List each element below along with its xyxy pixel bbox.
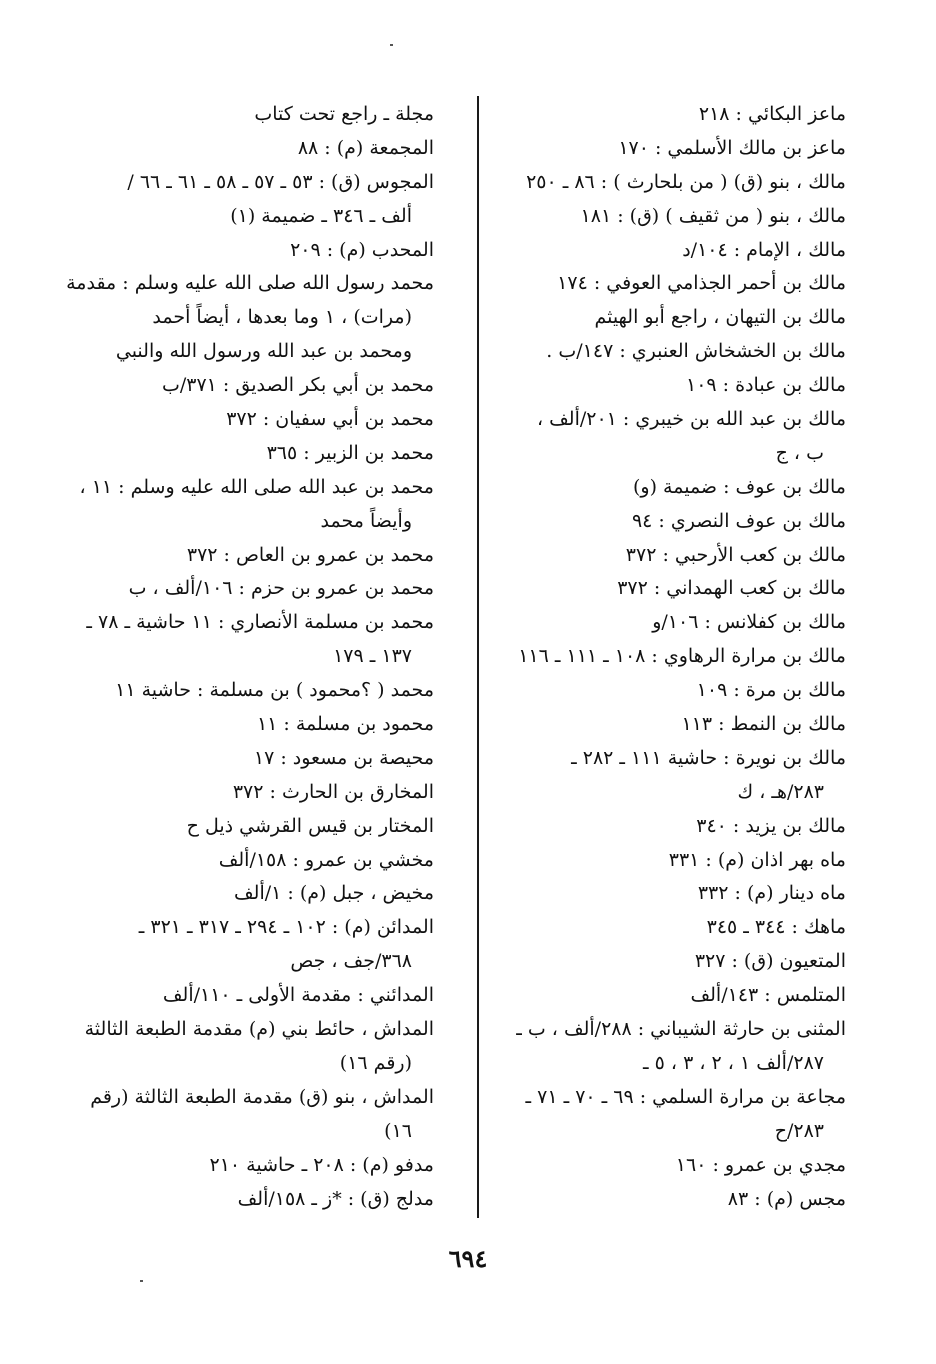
index-entry: ماعز بن مالك الأسلمي : ١٧٠: [618, 136, 846, 159]
index-entry: محمد بن عمرو بن حزم : ١٠٦/ألف ، ب: [128, 577, 434, 600]
index-entry-continuation: (مرات) ، ١ وما بعدها ، أيضاً أحمد: [152, 306, 412, 329]
index-entry: مجدي بن عمرو : ١٦٠: [675, 1153, 846, 1176]
index-entry: مالك ، بنو ( من ثقيف ) (ق) : ١٨١: [580, 204, 846, 227]
index-entry: مالك بن كعب الهمداني : ٣٧٢: [617, 577, 846, 600]
index-entry: المثنى بن حارثة الشيباني : ٢٨٨/ألف ، ب ـ: [516, 1018, 846, 1041]
index-entry: مالك بن يزيد : ٣٤٠: [696, 814, 846, 837]
index-entry: مخشي بن عمرو : ١٥٨/ألف: [218, 848, 434, 871]
index-entry: مالك بن نويرة : حاشية ١١١ ـ ٢٨٢ ـ: [571, 746, 846, 769]
index-entry: مالك بن عبد الله بن خيبري : ٢٠١/ألف ،: [536, 408, 846, 431]
index-entry-continuation: ٢٨٣/هـ ، ك: [737, 780, 824, 803]
index-entry: محيصة بن مسعود : ١٧: [253, 746, 434, 769]
index-entry: مالك بن التيهان ، راجع أبو الهيثم: [594, 306, 846, 329]
index-entry: مدفو (م) : ٢٠٨ ـ حاشية ٢١٠: [209, 1153, 434, 1176]
index-entry: محمد بن مسلمة الأنصاري : ١١ حاشية ـ ٧٨ ـ: [86, 611, 434, 634]
index-entry: مالك بن مرارة الرهاوي : ١٠٨ ـ ١١١ ـ ١١٦: [518, 645, 846, 668]
index-entry: مالك بن كفلانس : ١٠٦/و: [652, 611, 846, 634]
index-entry: مدلج (ق) : *ز ـ ١٥٨/ألف: [237, 1187, 434, 1210]
index-entry-continuation: ٣٦٨/جف ، جص: [290, 950, 412, 973]
index-entry: مالك بن عوف : ضميمة (و): [633, 475, 846, 498]
index-entry: ماعز البكائي : ٢١٨: [698, 103, 846, 125]
index-entry: مالك بن مرة : ١٠٩: [696, 679, 846, 702]
index-entry-continuation: (رقم ١٦): [339, 1051, 412, 1074]
index-entry-continuation: ١٣٧ ـ ١٧٩: [333, 645, 412, 668]
index-entry: المداش ، بنو (ق) مقدمة الطبعة الثالثة (رقم: [90, 1085, 434, 1108]
index-entry: مجلة ـ راجع تحت كتاب: [254, 103, 434, 125]
index-entry-continuation: ٢٨٣/ح: [774, 1119, 824, 1142]
index-entry: مجس (م) : ٨٣: [727, 1187, 846, 1210]
index-entry: ماه بهر اذان (م) : ٣٣١: [668, 848, 846, 871]
index-entry: محمد بن أبي سفيان : ٣٧٢: [226, 408, 434, 431]
scan-speck: [390, 44, 393, 46]
index-entry: محمد بن أبي بكر الصديق : ٣٧١/ب: [161, 374, 434, 397]
index-entry-continuation: ١٦): [384, 1119, 412, 1142]
index-entry: ماهك : ٣٤٤ ـ ٣٤٥: [706, 916, 846, 939]
index-entry: المجمعة (م) : ٨٨: [297, 136, 434, 159]
page-number: ٦٩٤: [448, 1244, 488, 1273]
index-entry-continuation: ٢٨٧/ألف ١ ، ٢ ، ٣ ، ٥ ـ: [643, 1051, 824, 1074]
index-entry: المدائني : مقدمة الأولى ـ ١١٠/ألف: [162, 984, 434, 1007]
index-entry: المتعيون (ق) : ٣٢٧: [694, 950, 846, 973]
index-entry-continuation: ومحمد بن عبد الله ورسول الله والنبي: [115, 340, 412, 363]
index-entry: مالك بن كعب الأرحبي : ٣٧٢: [625, 543, 846, 566]
index-entry: مخيض ، جبل (م) : ١/ألف: [234, 882, 434, 905]
index-entry: مجاعة بن مرارة السلمي : ٦٩ ـ ٧٠ ـ ٧١ ـ: [525, 1085, 846, 1108]
index-column-right: [492, 98, 846, 1216]
index-entry-continuation: ب ، ج: [775, 441, 824, 464]
index-entry: محمد بن عمرو بن العاص : ٣٧٢: [186, 543, 434, 566]
index-entry: محمد رسول الله صلى الله عليه وسلم : مقدمة: [66, 272, 434, 295]
index-entry: محمد ( ؟محمود ) بن مسلمة : حاشية ١١: [115, 679, 434, 702]
index-entry: محمد بن الزبير : ٣٦٥: [266, 441, 434, 464]
index-entry: المجوس (ق) : ٥٣ ـ ٥٧ ـ ٥٨ ـ ٦١ ـ ٦٦ /: [127, 170, 434, 193]
index-entry: مالك ، بنو (ق) ( من بلحارث ) : ٨٦ ـ ٢٥٠: [526, 170, 846, 193]
index-entry: المحدب (م) : ٢٠٩: [290, 238, 434, 261]
index-entry: ماه دينار (م) : ٣٣٢: [697, 882, 846, 905]
index-entry: مالك بن النمط : ١١٣: [681, 713, 846, 736]
index-entry: المداش ، حائط بني (م) مقدمة الطبعة الثالثة: [84, 1018, 434, 1041]
scan-speck: [140, 1280, 143, 1282]
index-entry: محمود بن مسلمة : ١١: [256, 713, 434, 736]
index-entry: المتلمس : ١٤٣/ألف: [690, 984, 846, 1007]
index-entry: المخارق بن الحارث : ٣٧٢: [232, 780, 434, 803]
index-entry: مالك بن أحمر الجذامي العوفي : ١٧٤: [557, 272, 846, 295]
index-entry: محمد بن عبد الله صلى الله عليه وسلم : ١١ ،: [79, 475, 434, 498]
index-entry: مالك ، الإمام : ١٠٤/د: [682, 238, 846, 261]
column-divider: [477, 96, 479, 1218]
index-entry-continuation: ألف ـ ٣٤٦ ـ ضميمة (١): [230, 204, 412, 227]
index-column-left: [66, 98, 434, 1216]
index-entry: المدائن (م) : ١٠٢ ـ ٢٩٤ ـ ٣١٧ ـ ٣٢١ ـ: [138, 916, 434, 939]
index-entry: المختار بن قيس القرشي ذيل ح: [186, 814, 434, 837]
index-entry: مالك بن عوف النصري : ٩٤: [631, 509, 846, 532]
index-entry: مالك بن عبادة : ١٠٩: [686, 374, 846, 397]
index-entry-continuation: وأيضاً محمد: [320, 509, 412, 532]
index-entry: مالك بن الخشخاش العنبري : ١٤٧/ب .: [546, 340, 846, 363]
